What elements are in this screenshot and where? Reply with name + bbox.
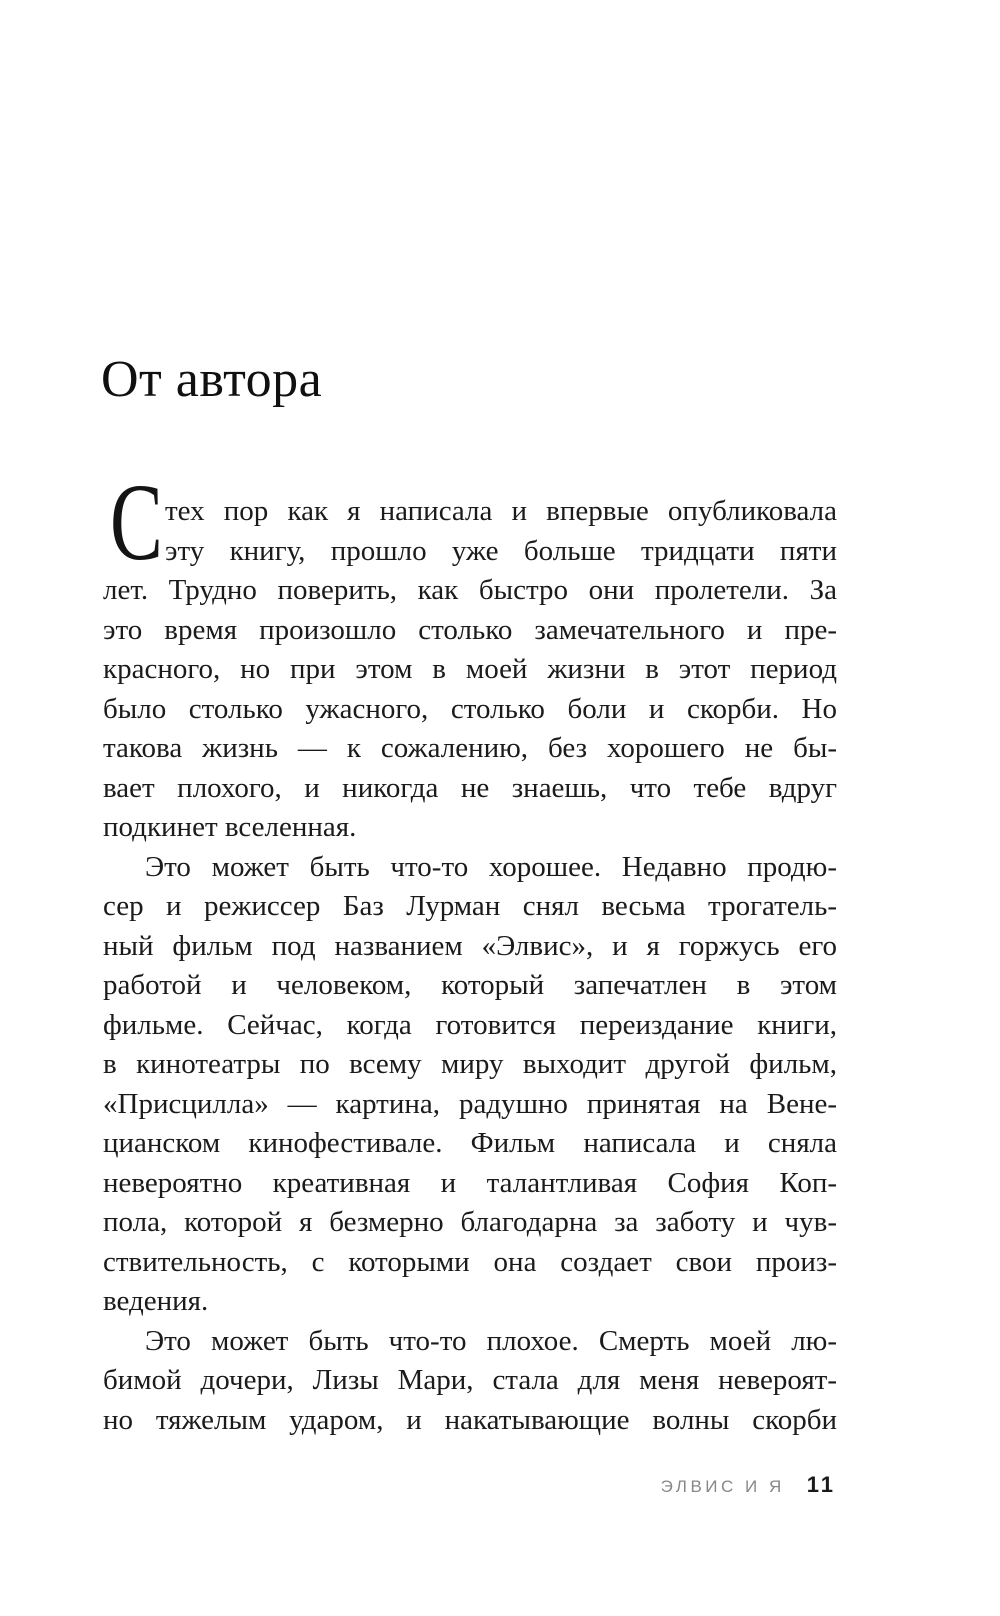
chapter-title: От автора — [101, 351, 323, 408]
drop-cap: С — [110, 461, 163, 583]
text-line: цианском кинофестивале. Фильм написала и сняла — [103, 1127, 837, 1159]
text-line: это время произошло столько замечательного и пре- — [103, 613, 837, 646]
text-line: бимой дочери, Лизы Мари, стала для меня невероят- — [103, 1364, 837, 1396]
text-line: ный фильм под названием «Элвис», и я горжусь его — [103, 929, 837, 962]
page-footer — [661, 1472, 836, 1498]
text-line: фильме. Сейчас, когда готовится переиздание книги, — [103, 1008, 837, 1041]
text-line: но тяжелым ударом, и накатывающие волны скорби — [103, 1403, 837, 1436]
text-line: невероятно креативная и талантливая София Коп- — [103, 1166, 837, 1199]
text-line: ствительность, с которыми она создает свои произ- — [103, 1245, 837, 1278]
text-line: вает плохого, и никогда не знаешь, что тебе вдруг — [103, 771, 837, 804]
body-text — [103, 461, 837, 1440]
text-line: тех пор как я написала и впервые опубликовала — [165, 495, 837, 527]
text-line: в кинотеатры по всему миру выходит другой фильм, — [103, 1048, 837, 1080]
text-line: пола, которой я безмерно благодарна за заботу и чув- — [103, 1206, 837, 1238]
text-line: ведения. — [103, 1285, 209, 1317]
text-line: подкинет вселенная. — [103, 811, 357, 843]
text-line: красного, но при этом в моей жизни в этот период — [103, 653, 837, 685]
running-head: ЭЛВИС И Я — [660, 1477, 785, 1496]
page-number: 11 — [806, 1472, 836, 1497]
text-line: такова жизнь — к сожалению, без хорошего не бы- — [103, 732, 837, 764]
text-line: эту книгу, прошло уже больше тридцати пяти — [165, 534, 837, 567]
text-line: Это может быть что-то хорошее. Недавно продю- — [145, 850, 837, 883]
text-line: было столько ужасного, столько боли и скорби. Но — [103, 692, 837, 725]
text-line: Это может быть что-то плохое. Смерть моей лю- — [145, 1324, 837, 1357]
text-line: работой и человеком, который запечатлен в этом — [103, 969, 837, 1001]
text-line: «Присцилла» — картина, радушно принятая на Вене- — [103, 1087, 837, 1120]
text-line: сер и режиссер Баз Лурман снял весьма трогатель- — [103, 890, 837, 922]
text-line: лет. Трудно поверить, как быстро они пролетели. За — [103, 574, 837, 606]
